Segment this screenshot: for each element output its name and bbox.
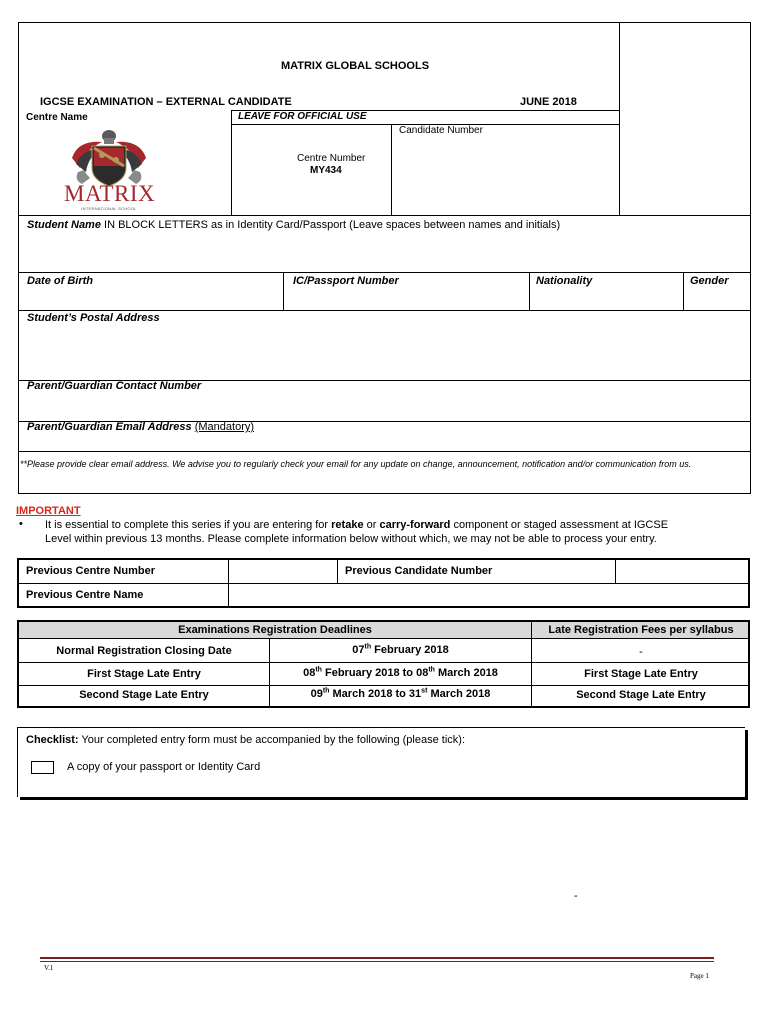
school-name: MATRIX GLOBAL SCHOOLS xyxy=(280,60,430,72)
exam-title: IGCSE EXAMINATION – EXTERNAL CANDIDATE xyxy=(40,96,292,108)
deadline-end-month: March 2018 xyxy=(427,688,491,700)
deadline-range: February 2018 to 08 xyxy=(321,667,429,679)
address-label: Student’s Postal Address xyxy=(27,312,160,324)
footer-rule-thin xyxy=(40,961,714,962)
centre-name-label: Centre Name xyxy=(26,112,88,123)
deadline-row-date xyxy=(270,644,531,656)
ic-label: IC/Passport Number xyxy=(293,275,399,287)
deadlines-row-2-line xyxy=(17,685,750,686)
deadline-day: 07 xyxy=(352,644,365,656)
previous-row-line xyxy=(17,583,750,584)
deadline-row-label: First Stage Late Entry xyxy=(87,668,201,680)
dob-label: Date of Birth xyxy=(27,275,93,287)
deadline-row-label: Second Stage Late Entry xyxy=(79,689,209,701)
footer-version: V.1 xyxy=(44,964,54,972)
previous-centre-number-field[interactable] xyxy=(230,560,336,582)
deadlines-header-right: Late Registration Fees per syllabus xyxy=(548,624,734,636)
gender-label: Gender xyxy=(690,275,729,287)
student-name-field[interactable] xyxy=(19,234,750,272)
deadline-end-month: March 2018 xyxy=(434,667,498,679)
passport-checkbox[interactable] xyxy=(31,761,54,774)
stray-dash: - xyxy=(574,890,578,902)
carry-forward-text: carry-forward xyxy=(379,519,451,531)
important-text xyxy=(45,518,725,546)
deadline-row-fee: First Stage Late Entry xyxy=(584,668,698,680)
footer-page: Page 1 xyxy=(690,972,709,980)
retake-text: retake xyxy=(331,519,364,531)
dob-ic-divider xyxy=(283,272,284,310)
deadlines-header-left: Examinations Registration Deadlines xyxy=(178,624,372,636)
email-row xyxy=(27,421,254,433)
important-text-2: component or staged assessment at IGCSE xyxy=(450,519,669,531)
deadline-row-date xyxy=(270,688,531,700)
nationality-gender-divider xyxy=(683,272,684,310)
previous-centre-number-label: Previous Centre Number xyxy=(26,565,155,577)
deadline-row-label: Normal Registration Closing Date xyxy=(56,645,232,657)
logo-wordmark: MATRIX xyxy=(64,181,156,206)
student-name-hint: IN BLOCK LETTERS as in Identity Card/Passport (Leave spaces between names and initials) xyxy=(100,219,561,231)
previous-centre-name-field[interactable] xyxy=(230,585,748,606)
centre-number-label: Centre Number xyxy=(297,153,366,164)
deadline-day: 09 xyxy=(310,688,323,700)
email-note-top-line xyxy=(18,451,751,452)
important-text-1: It is essential to complete this series if you are entering for xyxy=(45,519,332,531)
student-name-top-line xyxy=(18,215,751,216)
deadlines-row-1-line xyxy=(17,662,750,663)
right-column-divider xyxy=(619,22,620,215)
deadline-end-suffix: th xyxy=(428,666,435,674)
previous-col-2 xyxy=(337,558,338,583)
centre-number-value: MY434 xyxy=(310,165,342,176)
checklist-heading xyxy=(26,734,465,746)
deadline-row-fee: - xyxy=(639,646,643,658)
contact-label: Parent/Guardian Contact Number xyxy=(27,380,202,392)
deadline-day: 08 xyxy=(303,667,316,679)
student-name-label: Student Name xyxy=(27,219,101,231)
student-name-row xyxy=(27,219,560,231)
deadlines-header-line xyxy=(17,638,750,639)
deadline-day-suffix: th xyxy=(322,687,330,695)
candidate-number-label: Candidate Number xyxy=(399,125,483,136)
important-text-3: Level within previous 13 months. Please complete information below without which, we may not be able to process your entry. xyxy=(45,533,657,545)
official-use-label: LEAVE FOR OFFICIAL USE xyxy=(238,111,367,122)
matrix-crest-logo xyxy=(64,128,154,214)
previous-candidate-number-label: Previous Candidate Number xyxy=(345,565,493,577)
email-label: Parent/Guardian Email Address xyxy=(27,421,192,433)
ic-nationality-divider xyxy=(529,272,530,310)
official-use-mid-line xyxy=(391,124,392,215)
nationality-label: Nationality xyxy=(536,275,593,287)
deadline-day-suffix: th xyxy=(315,666,322,674)
important-heading: IMPORTANT xyxy=(16,505,81,517)
checklist-label: Checklist: xyxy=(26,734,79,746)
deadline-row-fee: Second Stage Late Entry xyxy=(576,689,706,701)
dob-top-line xyxy=(18,272,751,273)
bullet-icon: • xyxy=(19,518,23,530)
previous-centre-name-label: Previous Centre Name xyxy=(26,589,144,601)
deadline-range: March 2018 to 31 xyxy=(329,688,422,700)
official-use-left-line xyxy=(231,110,232,215)
previous-candidate-number-field[interactable] xyxy=(617,560,748,582)
previous-col-3 xyxy=(615,558,616,583)
exam-session: JUNE 2018 xyxy=(520,96,577,108)
passport-item-label: A copy of your passport or Identity Card xyxy=(67,761,261,773)
previous-col-1 xyxy=(228,558,229,608)
deadline-row-date xyxy=(270,667,531,679)
deadline-end-suffix: st xyxy=(421,687,428,695)
deadline-month: February 2018 xyxy=(371,644,449,656)
logo-tagline: INTERNATIONAL SCHOOL xyxy=(81,206,137,211)
checklist-text: Your completed entry form must be accompanied by the following (please tick): xyxy=(78,734,465,746)
email-mandatory: (Mandatory) xyxy=(194,421,255,433)
address-top-line xyxy=(18,310,751,311)
email-note: **Please provide clear email address. We advise you to regularly check your email for any update on change, announcement, notification and/or communication from us. xyxy=(20,459,692,469)
or-text: or xyxy=(363,519,380,531)
footer-rule-thick xyxy=(40,957,714,959)
deadline-day-suffix: th xyxy=(364,643,372,651)
